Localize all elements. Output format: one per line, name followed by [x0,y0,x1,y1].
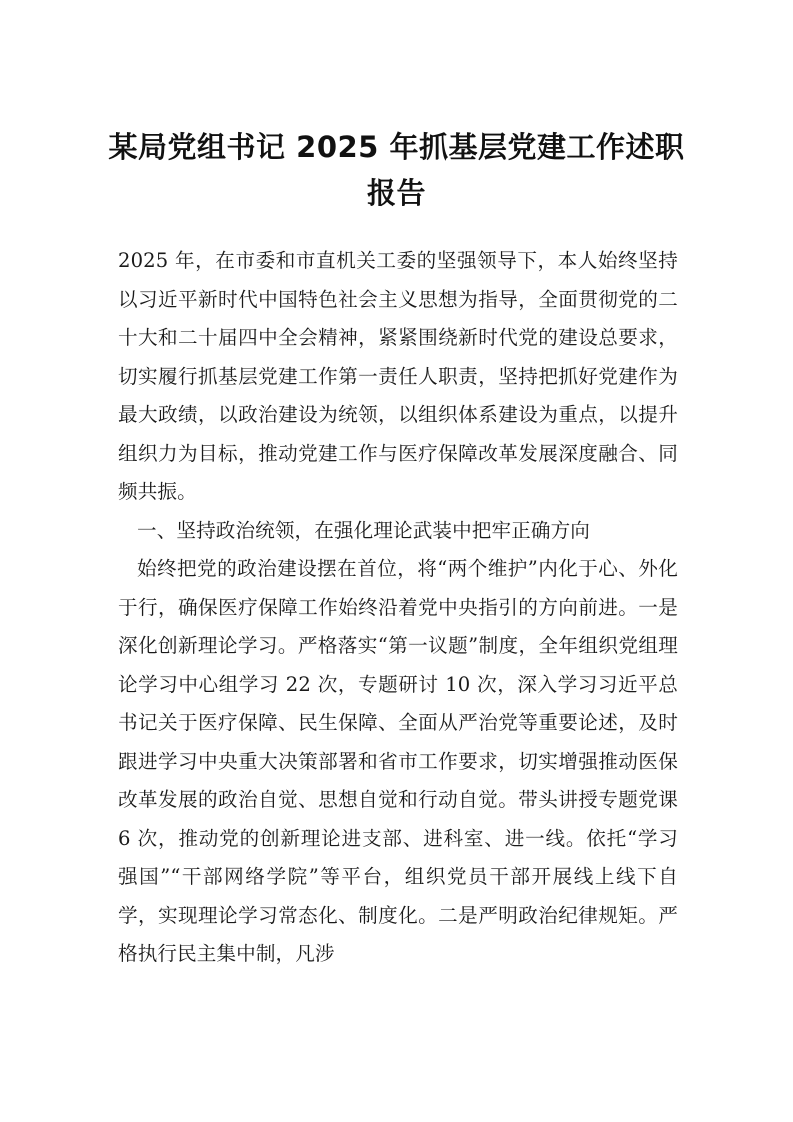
section-heading-1: 一、坚持政治统领，在强化理论武装中把牢正确方向 [137,518,590,542]
document-title-line-2: 报告 [366,176,426,210]
document-body [118,242,678,974]
intro-paragraph: 2025 年，在市委和市直机关工委的坚强领导下，本人始终坚持以习近平新时代中国特色社会主义思想为指导，全面贯彻党的二十大和二十届四中全会精神，紧紧围绕新时代党的建设总要求，切实履行抓基层党建工作第一责任人职责，坚持把抓好党建作为最大政绩，以政治建设为统领，以组织体系建设为重点，以提升组织力为目标，推动党建工作与医疗保障改革发展深度融合、同频共振。 [118,249,678,503]
section-1-paragraph: 始终把党的政治建设摆在首位，将“两个维护”内化于心、外化于行，确保医疗保障工作始终沿着党中央指引的方向前进。一是深化创新理论学习。严格落实“第一议题”制度，全年组织党组理论学习中心组学习 22 次，专题研讨 10 次，深入学习习近平总书记关于医疗保障、民生保障、全面从严治党等重要论述，及时跟进学习中央重大决策部署和省市工作要求，切实增强推动医保改革发展的政治自觉、思想自觉和行动自觉。带头讲授专题党课 6 次，推动党的创新理论进支部、进科室、进一线。依托“学习强国”“干部网络学院”等平台，组织党员干部开展线上线下自学，实现理论学习常态化、制度化。二是严明政治纪律规矩。严格执行民主集中制，凡涉 [118,557,678,965]
document-title-line-1: 某局党组书记 2025 年抓基层党建工作述职 [108,130,685,164]
